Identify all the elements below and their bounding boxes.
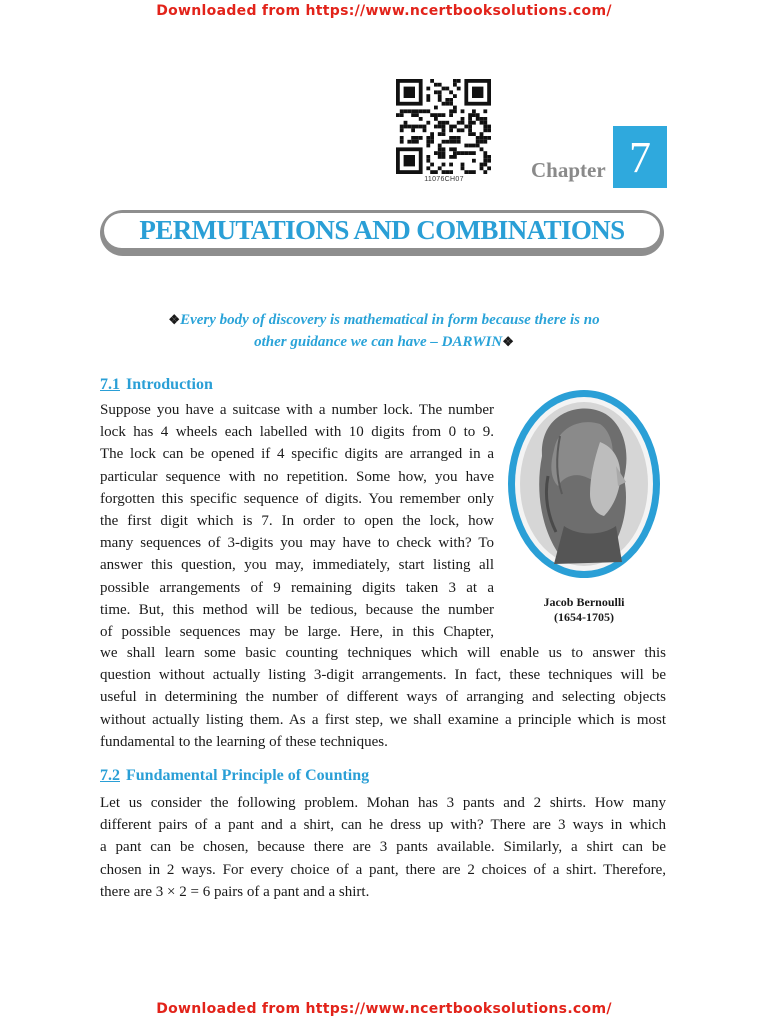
text-line: lock has 4 wheels each labelled with 10 digits from 0 to 9. bbox=[100, 424, 494, 441]
section-heading-introduction bbox=[100, 376, 213, 394]
text-line: answer this question, you may, immediately, start listing all bbox=[100, 557, 494, 574]
text-line: a pant can be chosen, because there are 3 pants available. Similarly, a shirt can be bbox=[100, 839, 666, 856]
portrait-caption bbox=[504, 595, 664, 625]
text-line: without actually listing them. As a first step, we shall examine a principle which is most bbox=[100, 711, 666, 728]
chapter-number-badge: 7 bbox=[613, 126, 667, 188]
quote-line-1: Every body of discovery is mathematical in form because there is no bbox=[180, 312, 600, 328]
jacob-bernoulli-portrait bbox=[504, 386, 664, 586]
text-line: we shall learn some basic counting techniques which will enable us to answer this bbox=[100, 645, 666, 661]
intro-paragraph-narrow bbox=[100, 399, 494, 643]
section-heading-fundamental-principle bbox=[100, 767, 369, 785]
download-banner-bottom[interactable]: Downloaded from https://www.ncertbooksolutions.com/ bbox=[156, 1001, 612, 1017]
portrait-name: Jacob Bernoulli bbox=[543, 595, 625, 609]
text-line: many sequences of 3-digits you may have to check with? To bbox=[100, 535, 494, 552]
section-title: Fundamental Principle of Counting bbox=[126, 767, 370, 784]
quote-line-2: other guidance we can have – DARWIN bbox=[254, 334, 503, 350]
qr-code-icon bbox=[390, 78, 498, 174]
chapter-title: PERMUTATIONS AND COMBINATIONS bbox=[139, 215, 625, 245]
text-line: particular sequence with no repetition. Some how, you have bbox=[100, 468, 494, 485]
text-line: question without actually listing 3-digit arrangements. In fact, these techniques will be bbox=[100, 667, 666, 684]
section-number: 7.2 bbox=[100, 767, 120, 784]
diamond-ornament-icon: ❖ bbox=[502, 334, 514, 349]
text-line: Suppose you have a suitcase with a number lock. The number bbox=[100, 402, 494, 418]
text-line: forgotten this specific sequence of digits. You remember only bbox=[100, 490, 494, 507]
qr-code bbox=[390, 78, 498, 183]
text-line: of possible sequences may be large. Here, in this Chapter, bbox=[100, 623, 494, 640]
text-line: time. But, this method will be tedious, because the number bbox=[100, 601, 494, 618]
text-line: fundamental to the learning of these techniques. bbox=[100, 733, 388, 750]
chapter-label: Chapter bbox=[531, 158, 606, 182]
text-line: chosen in 2 ways. For every choice of a pant, there are 2 choices of a shirt. Therefore, bbox=[100, 861, 666, 878]
text-line: there are 3 × 2 = 6 pairs of a pant and a shirt. bbox=[100, 883, 370, 900]
text-line: different pairs of a pant and a shirt, can he dress up with? There are 3 ways in which bbox=[100, 817, 666, 834]
epigraph-quote bbox=[100, 309, 668, 353]
diamond-ornament-icon: ❖ bbox=[168, 312, 181, 327]
section-number: 7.1 bbox=[100, 376, 120, 393]
text-line: Let us consider the following problem. Mohan has 3 pants and 2 shirts. How many bbox=[100, 795, 666, 811]
text-line: The lock can be opened if 4 specific digits are arranged in a bbox=[100, 446, 494, 463]
text-line: the first digit which is 7. In order to open the lock, how bbox=[100, 512, 494, 529]
chapter-title-banner bbox=[100, 210, 664, 256]
download-banner-top[interactable]: Downloaded from https://www.ncertbooksolutions.com/ bbox=[156, 3, 612, 19]
text-line: possible arrangements of 9 remaining digits taken 3 at a bbox=[100, 579, 494, 596]
counting-principle-paragraph bbox=[100, 792, 666, 903]
intro-paragraph-wide bbox=[100, 642, 666, 753]
portrait-years: (1654-1705) bbox=[554, 610, 614, 624]
qr-code-label: 11076CH07 bbox=[424, 176, 464, 183]
text-line: useful in determining the number of different ways of arranging and selecting objects bbox=[100, 689, 666, 706]
chapter-title-panel bbox=[104, 213, 660, 248]
section-title: Introduction bbox=[126, 376, 213, 393]
